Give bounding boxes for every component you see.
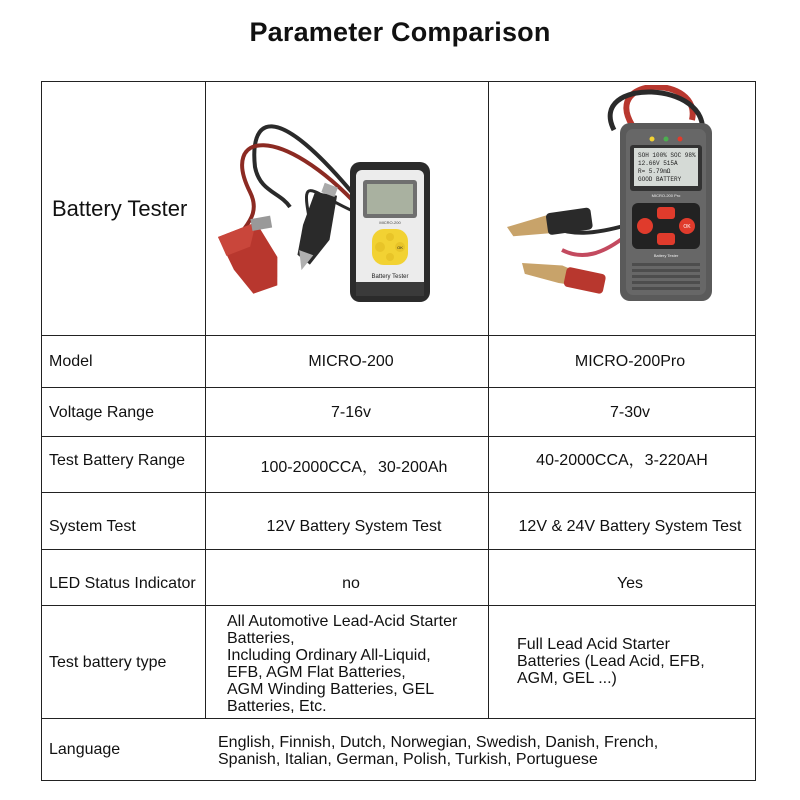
language-line: Spanish, Italian, German, Polish, Turkish, Portuguese	[218, 751, 598, 768]
micro-200-brand-label: Battery Tester	[371, 274, 409, 280]
battery-type-line: Including Ordinary All-Liquid,	[227, 647, 431, 664]
row-label-led: LED Status Indicator	[49, 574, 196, 592]
language-list	[218, 734, 748, 774]
micro-200-ok-key: OK	[397, 245, 403, 250]
screen-line: R= 5.79mΩ	[638, 168, 671, 175]
system-test-micro200pro: 12V & 24V Battery System Test	[518, 517, 742, 535]
battery-type-line: Batteries (Lead Acid, EFB,	[517, 653, 705, 670]
row-label-language: Language	[49, 741, 121, 758]
voltage-micro200pro: 7-30v	[609, 403, 651, 421]
battery-type-line: AGM, GEL ...)	[517, 670, 617, 687]
comparison-table	[41, 81, 756, 781]
row-label-system-test: System Test	[49, 517, 136, 535]
voltage-micro200: 7-16v	[330, 403, 372, 421]
row-label-battery-range: Test Battery Range	[49, 451, 186, 469]
micro-200-pro-model-label: MICRO-200 Pro	[651, 193, 681, 198]
screen-line: SOH 100% SOC 98%	[638, 152, 696, 159]
micro-200-pro-device-image	[502, 85, 722, 307]
led-micro200: no	[342, 574, 360, 592]
model-micro200pro: MICRO-200Pro	[574, 353, 686, 370]
row-label-model: Model	[49, 353, 93, 370]
battery-type-line: Batteries,	[227, 630, 295, 647]
range-micro200: 100-2000CCA，30-200Ah	[260, 458, 448, 476]
micro-200-pro-brand-label: Battery Tester	[653, 253, 679, 258]
screen-line: 12.66V 515A	[638, 160, 678, 167]
battery-type-line: Full Lead Acid Starter	[517, 636, 670, 653]
row-label-voltage: Voltage Range	[49, 403, 154, 421]
battery-type-line: AGM Winding Batteries, GEL	[227, 681, 435, 698]
system-test-micro200: 12V Battery System Test	[266, 517, 442, 535]
micro-200-device-image	[210, 112, 438, 307]
screen-line: GOOD BATTERY	[638, 176, 682, 183]
battery-type-micro200	[227, 613, 489, 713]
battery-type-line: All Automotive Lead-Acid Starter	[227, 613, 458, 630]
language-line: English, Finnish, Dutch, Norwegian, Swedish, Danish, French,	[218, 734, 659, 751]
battery-type-micro200pro	[517, 636, 755, 696]
micro-200-screen-label: MICRO-200	[379, 220, 401, 225]
battery-tester-label: Battery Tester	[52, 196, 188, 221]
led-micro200pro: Yes	[616, 574, 644, 592]
battery-type-line: Batteries, Etc.	[227, 698, 327, 715]
page-title: Parameter Comparison	[249, 17, 551, 47]
micro-200-pro-ok-key: OK	[683, 224, 691, 230]
model-micro200: MICRO-200	[308, 353, 394, 370]
battery-type-line: EFB, AGM Flat Batteries,	[227, 664, 406, 681]
row-label-battery-type: Test battery type	[49, 653, 167, 671]
range-micro200pro: 40-2000CCA，3-220AH	[536, 451, 708, 469]
